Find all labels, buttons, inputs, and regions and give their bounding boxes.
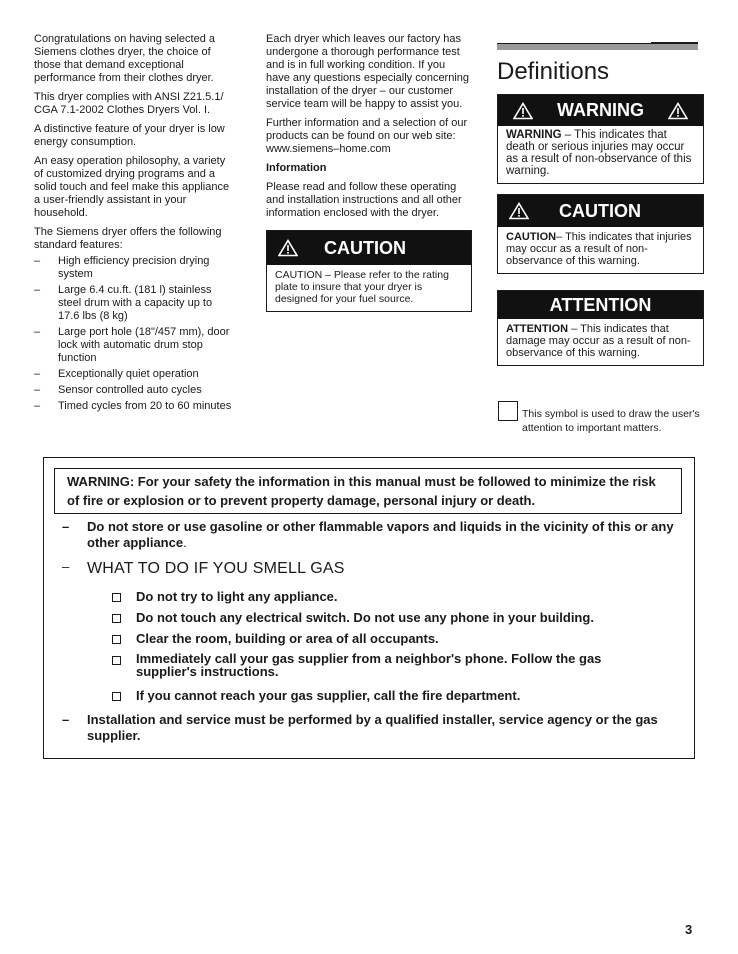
list-item (112, 589, 692, 610)
dash-bullet: – (62, 559, 70, 574)
intro-paragraph: Congratulations on having selected a Siemens clothes dryer, the choice of those that demand exceptional performance from their clothes dryer. (34, 33, 216, 84)
caution-header (498, 195, 703, 227)
attention-definition (497, 290, 704, 366)
warning-title: WARNING (557, 100, 644, 120)
operation-paragraph: An easy operation philosophy, a variety of customized drying programs and a solid touch and feel make this appliance a user-friendly assistant in your household. (34, 155, 230, 219)
factory-test-paragraph: Each dryer which leaves our factory has undergone a thorough performance test and is in full working condition. If you have any questions especially concerning installation of the dryer – our customer service team will be happy to assist you. (266, 33, 470, 110)
warning-lead: WARNING (506, 129, 562, 141)
list-item (34, 384, 234, 397)
caution-title: CAUTION (559, 200, 641, 221)
list-item (112, 610, 692, 631)
intro-column (34, 33, 234, 416)
caution-text: – Please refer to the rating plate to insure that your dryer is designed for your fuel source. (275, 269, 449, 305)
dash-bullet: – (34, 384, 41, 396)
warning-body (498, 126, 703, 183)
safety-frame (43, 457, 695, 759)
caution-lead: CAUTION (275, 269, 323, 281)
feature-text: Timed cycles from 20 to 60 minutes (58, 400, 232, 412)
page-title: Definitions (497, 58, 610, 85)
warning-triangle-icon (278, 239, 298, 257)
energy-paragraph: A distinctive feature of your dryer is low energy consumption. (34, 123, 225, 148)
compliance-paragraph: This dryer complies with ANSI Z21.5.1/ CGA 7.1-2002 Clothes Dryers Vol. I. (34, 91, 224, 116)
caution-title: CAUTION (324, 237, 406, 258)
attention-body (498, 319, 703, 365)
page-number: 3 (685, 922, 693, 937)
features-list (34, 255, 234, 413)
list-item (112, 652, 692, 688)
website-intro: Further information and a selection of our products can be found on our web site: (266, 117, 468, 142)
dash-bullet: – (62, 712, 70, 727)
period: . (183, 535, 187, 550)
list-item (62, 519, 682, 551)
attention-text: – This indicates that damage may occur as a result of non-observance of this warning. (506, 323, 691, 359)
attention-header (498, 291, 703, 319)
dash-bullet: – (34, 284, 41, 296)
list-item (112, 688, 692, 709)
caution-lead: CAUTION (506, 231, 557, 243)
gas-steps (112, 589, 692, 709)
smell-gas-title: WHAT TO DO IF YOU SMELL GAS (87, 560, 345, 577)
features-intro: The Siemens dryer offers the following standard features: (34, 226, 222, 251)
warning-triangle-icon (668, 102, 688, 120)
square-bullet-icon (112, 692, 121, 701)
caution-body (267, 265, 471, 311)
section-rule (497, 43, 698, 50)
smell-gas-heading (62, 561, 682, 577)
definitions-column (497, 43, 704, 366)
step-text: Clear the room, building or area of all occupants. (136, 631, 439, 646)
dash-bullet: – (62, 519, 70, 534)
website-url: www.siemens–home.com (266, 143, 391, 155)
caution-text: – This indicates that injuries may occur as a result of non-observance of this warning. (506, 231, 692, 267)
information-heading: Information (266, 162, 327, 174)
attention-symbol-icon (498, 401, 518, 421)
square-bullet-icon (112, 656, 121, 665)
warning-text: – This indicates that death or serious injuries may occur as a result of non-observance of this warning. (506, 129, 692, 177)
feature-text: Sensor controlled auto cycles (58, 384, 202, 396)
safety-item-text (87, 519, 682, 551)
installation-warning: Installation and service must be performed by a qualified installer, service agency or the gas supplier. (87, 712, 658, 743)
dash-bullet: – (34, 368, 41, 380)
dash-bullet: – (34, 400, 41, 412)
list-item (34, 400, 234, 413)
gasoline-warning: Do not store or use gasoline or other flammable vapors and liquids in the vicinity of this or any other appliance (87, 519, 674, 550)
list-item (34, 255, 234, 281)
warning-triangle-icon (509, 202, 529, 220)
list-item (112, 631, 692, 652)
step-text: Do not touch any electrical switch. Do not use any phone in your building. (136, 610, 594, 625)
symbol-note-text: This symbol is used to draw the user's attention to important matters. (522, 408, 700, 434)
step-text: Do not try to light any appliance. (136, 589, 338, 604)
feature-text: Large 6.4 cu.ft. (181 l) stainless steel drum with a capacity up to 17.6 lbs (8 kg) (58, 284, 213, 322)
safety-warning: WARNING: For your safety the information in this manual must be followed to minimize the risk of fire or explosion or to prevent property damage, personal injury or death. (54, 468, 682, 514)
list-item (34, 368, 234, 381)
step-text: Immediately call your gas supplier from a neighbor's phone. Follow the gas supplier's instructions. (136, 651, 602, 679)
feature-text: Large port hole (18"/457 mm), door lock with automatic drum stop function (58, 326, 230, 364)
website-paragraph (266, 117, 472, 156)
service-column (266, 33, 472, 312)
attention-lead: ATTENTION (506, 323, 569, 335)
feature-text: Exceptionally quiet operation (58, 368, 199, 380)
dash-bullet: – (34, 326, 41, 338)
square-bullet-icon (112, 593, 121, 602)
warning-header (498, 95, 703, 126)
step-text: If you cannot reach your gas supplier, call the fire department. (136, 688, 521, 703)
list-item (34, 326, 234, 365)
list-item (62, 712, 682, 744)
attention-title: ATTENTION (549, 294, 652, 315)
warning-triangle-icon (513, 102, 533, 120)
dash-bullet: – (34, 255, 41, 267)
square-bullet-icon (112, 635, 121, 644)
caution-body (498, 227, 703, 273)
caution-definition (497, 194, 704, 274)
list-item (34, 284, 234, 323)
square-bullet-icon (112, 614, 121, 623)
feature-text: High efficiency precision drying system (58, 255, 210, 280)
information-paragraph: Please read and follow these operating and installation instructions and all other information enclosed with the dryer. (266, 181, 462, 219)
caution-header (267, 231, 471, 265)
warning-definition (497, 94, 704, 184)
caution-box (266, 230, 472, 312)
